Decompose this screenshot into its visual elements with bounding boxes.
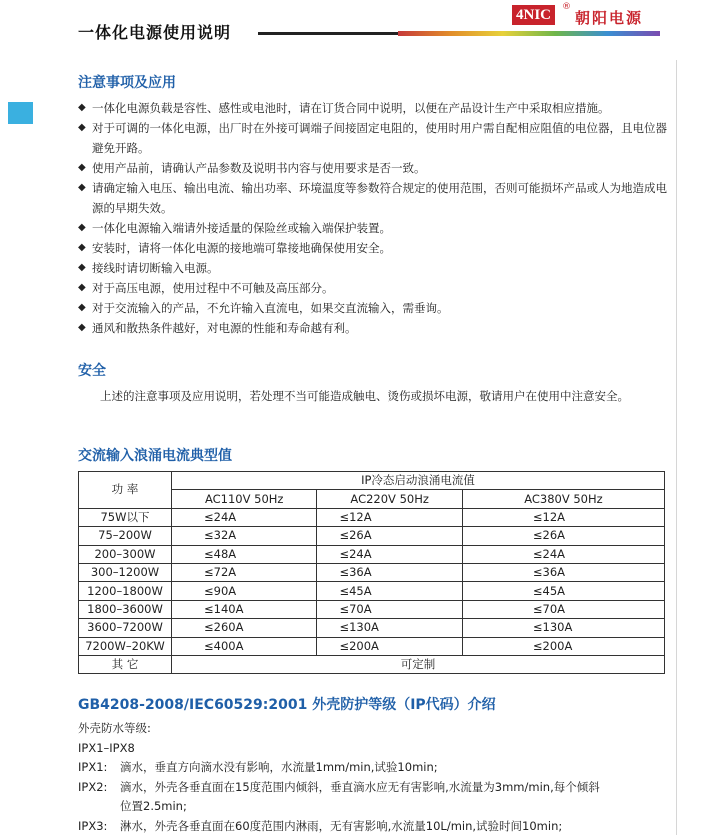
ac380-cell: ≤130A	[462, 619, 664, 637]
table-row	[79, 600, 665, 618]
ip-desc: 滴水，垂直方向滴水没有影响，水流量1mm/min,试验10min;	[120, 760, 438, 774]
ac380-cell: ≤26A	[462, 527, 664, 545]
power-cell: 7200W–20KW	[79, 637, 172, 655]
col-ac110-header: AC110V 50Hz	[172, 490, 317, 508]
col-ac220-header: AC220V 50Hz	[317, 490, 462, 508]
ip-level-row	[78, 758, 678, 778]
ip-section	[78, 719, 678, 836]
list-item: ◆ 对于可调的一体化电源，出厂时在外接可调端子间接固定电阻的，使用时用户需自配相应阻值的电位器，且电位器避免开路。	[78, 118, 678, 158]
list-item: ◆ 接线时请切断输入电源。	[78, 258, 678, 278]
ip-desc-continuation: 位置2.5min;	[78, 797, 678, 817]
safety-heading: 安全	[78, 360, 106, 380]
ac110-cell: ≤24A	[172, 508, 317, 526]
list-item: ◆ 请确定输入电压、输出电流、输出功率、环境温度等参数符合规定的使用范围，否则可能损坏产品或人为地造成电源的早期失效。	[78, 178, 678, 218]
ip-level-row	[78, 817, 678, 836]
color-rule	[398, 31, 660, 36]
ac380-cell: ≤70A	[462, 600, 664, 618]
ac220-cell: ≤26A	[317, 527, 462, 545]
ac220-cell: ≤200A	[317, 637, 462, 655]
ip-code: IPX3:	[78, 817, 120, 836]
ac110-cell: ≤140A	[172, 600, 317, 618]
list-item: ◆ 对于交流输入的产品，不允许输入直流电，如果交直流输入，需垂询。	[78, 298, 678, 318]
inrush-heading: 交流输入浪涌电流典型值	[78, 445, 232, 465]
col-ac380-header: AC380V 50Hz	[462, 490, 664, 508]
side-tab-marker	[8, 102, 33, 124]
ac110-cell: ≤260A	[172, 619, 317, 637]
table-row	[79, 655, 665, 673]
list-item: ◆ 对于高压电源，使用过程中不可触及高压部分。	[78, 278, 678, 298]
power-cell: 1800–3600W	[79, 600, 172, 618]
ip-desc: 淋水，外壳各垂直面在60度范围内淋雨，无有害影响,水流量10L/min,试验时间10min;	[120, 819, 562, 833]
registered-mark: ®	[562, 2, 571, 12]
page-header	[0, 0, 725, 60]
table-row	[79, 582, 665, 600]
list-item: ◆ 使用产品前，请确认产品参数及说明书内容与使用要求是否一致。	[78, 158, 678, 178]
ac380-cell: ≤200A	[462, 637, 664, 655]
notes-list	[78, 98, 678, 338]
col-group-header: IP冷态启动浪涌电流值	[172, 472, 665, 490]
ip-heading: GB4208-2008/IEC60529:2001 外壳防护等级（IP代码）介绍	[78, 694, 496, 714]
power-cell: 200–300W	[79, 545, 172, 563]
table-row	[79, 619, 665, 637]
ac380-cell: ≤24A	[462, 545, 664, 563]
ac220-cell: ≤45A	[317, 582, 462, 600]
ac220-cell: ≤12A	[317, 508, 462, 526]
table-row	[79, 545, 665, 563]
ip-level-row	[78, 778, 678, 798]
ac220-cell: ≤24A	[317, 545, 462, 563]
ip-desc: 滴水，外壳各垂直面在15度范围内倾斜，垂直滴水应无有害影响,水流量为3mm/min,每个倾斜	[120, 780, 600, 794]
ac110-cell: ≤400A	[172, 637, 317, 655]
title-rule	[258, 32, 398, 35]
notes-heading: 注意事项及应用	[78, 72, 176, 92]
power-cell: 75W以下	[79, 508, 172, 526]
ac380-cell: ≤12A	[462, 508, 664, 526]
table-row	[79, 508, 665, 526]
ip-range: IPX1–IPX8	[78, 739, 678, 759]
ac110-cell: ≤32A	[172, 527, 317, 545]
col-power-header: 功 率	[79, 472, 172, 509]
ac220-cell: ≤36A	[317, 563, 462, 581]
ac110-cell: ≤48A	[172, 545, 317, 563]
ac110-cell: ≤90A	[172, 582, 317, 600]
table-row	[79, 637, 665, 655]
inrush-table	[78, 471, 665, 674]
list-item: ◆ 通风和散热条件越好，对电源的性能和寿命越有利。	[78, 318, 678, 338]
ac110-cell: ≤72A	[172, 563, 317, 581]
ip-intro: 外壳防水等级:	[78, 719, 678, 739]
list-item: ◆ 安装时，请将一体化电源的接地端可靠接地确保使用安全。	[78, 238, 678, 258]
table-row	[79, 563, 665, 581]
ac220-cell: ≤130A	[317, 619, 462, 637]
ac220-cell: ≤70A	[317, 600, 462, 618]
power-cell: 300–1200W	[79, 563, 172, 581]
ac380-cell: ≤45A	[462, 582, 664, 600]
list-item: ◆ 一体化电源输入端请外接适量的保险丝或输入端保护装置。	[78, 218, 678, 238]
page-title: 一体化电源使用说明	[78, 20, 231, 43]
safety-text: 上述的注意事项及应用说明，若处理不当可能造成触电、烫伤或损坏电源，敬请用户在使用中注意安全。	[78, 386, 668, 406]
ip-code: IPX1:	[78, 758, 120, 778]
other-value-cell: 可定制	[172, 655, 665, 673]
table-row	[79, 527, 665, 545]
ip-code: IPX2:	[78, 778, 120, 798]
list-item: ◆ 一体化电源负载是容性、感性或电池时，请在订货合同中说明，以便在产品设计生产中采取相应措施。	[78, 98, 678, 118]
brand-logo: 4NIC	[512, 5, 555, 25]
brand-name: 朝阳电源	[575, 7, 643, 28]
power-cell: 1200–1800W	[79, 582, 172, 600]
power-cell: 75–200W	[79, 527, 172, 545]
other-label-cell: 其 它	[79, 655, 172, 673]
power-cell: 3600–7200W	[79, 619, 172, 637]
ac380-cell: ≤36A	[462, 563, 664, 581]
